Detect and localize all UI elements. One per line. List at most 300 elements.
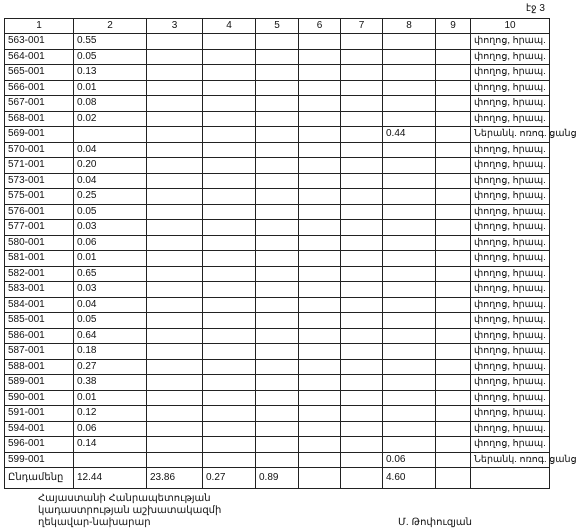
cell-col-6 [299,251,341,267]
cell-col-8 [383,220,436,236]
cell-col-6 [299,34,341,50]
cell-col-5 [256,251,299,267]
cell-col-9 [436,220,471,236]
cell-col-1: 590-001 [5,390,74,406]
cell-col-8 [383,34,436,50]
cell-col-6 [299,127,341,143]
cell-col-2: 0.01 [74,251,147,267]
cell-col-10: փողոց, հրապ. [471,251,550,267]
table-row [5,49,550,65]
cell-col-6 [299,437,341,453]
cell-col-2: 0.03 [74,220,147,236]
cell-col-5 [256,127,299,143]
cell-col-3 [147,344,203,360]
cell-col-5 [256,437,299,453]
cell-col-1: 567-001 [5,96,74,112]
table-row [5,406,550,422]
cell-col-1: 575-001 [5,189,74,205]
total-col-8: 4.60 [383,468,436,489]
cell-col-5 [256,421,299,437]
cell-col-2: 0.64 [74,328,147,344]
total-col-3: 23.86 [147,468,203,489]
cell-col-2: 0.05 [74,313,147,329]
cell-col-2: 0.06 [74,421,147,437]
cell-col-8 [383,297,436,313]
column-header-10: 10 [471,19,550,34]
cell-col-5 [256,359,299,375]
table-row [5,437,550,453]
table-row [5,204,550,220]
cell-col-10: փողոց, հրապ. [471,111,550,127]
cell-col-5 [256,344,299,360]
page-number: էջ 3 [525,3,545,14]
cell-col-5 [256,220,299,236]
cell-col-1: 586-001 [5,328,74,344]
cell-col-6 [299,189,341,205]
cell-col-5 [256,282,299,298]
column-header-8: 8 [383,19,436,34]
cell-col-10: փողոց, հրապ. [471,406,550,422]
cell-col-7 [341,111,383,127]
cell-col-2: 0.12 [74,406,147,422]
cell-col-3 [147,127,203,143]
cell-col-3 [147,297,203,313]
cell-col-7 [341,421,383,437]
cell-col-8: 0.06 [383,452,436,468]
cell-col-4 [203,328,256,344]
cell-col-6 [299,266,341,282]
cell-col-5 [256,173,299,189]
cell-col-7 [341,390,383,406]
cell-col-10: փողոց, հրապ. [471,96,550,112]
table-row [5,344,550,360]
cell-col-9 [436,282,471,298]
cell-col-2: 0.05 [74,49,147,65]
cell-col-9 [436,421,471,437]
cell-col-4 [203,390,256,406]
cell-col-4 [203,266,256,282]
cell-col-5 [256,297,299,313]
cell-col-1: 587-001 [5,344,74,360]
cell-col-3 [147,406,203,422]
cell-col-2: 0.65 [74,266,147,282]
cell-col-7 [341,220,383,236]
table-row [5,142,550,158]
cell-col-2 [74,452,147,468]
cell-col-1: 564-001 [5,49,74,65]
cell-col-4 [203,359,256,375]
cell-col-4 [203,158,256,174]
cell-col-1: 594-001 [5,421,74,437]
cell-col-5 [256,34,299,50]
cell-col-9 [436,266,471,282]
cell-col-7 [341,204,383,220]
cell-col-9 [436,204,471,220]
cell-col-3 [147,220,203,236]
total-col-6 [299,468,341,489]
cell-col-10: փողոց, հրապ. [471,297,550,313]
cell-col-8 [383,390,436,406]
cell-col-9 [436,297,471,313]
cell-col-1: 565-001 [5,65,74,81]
cell-col-4 [203,220,256,236]
table-row [5,452,550,468]
cell-col-9 [436,437,471,453]
cell-col-2: 0.01 [74,390,147,406]
cell-col-5 [256,235,299,251]
cell-col-4 [203,251,256,267]
signature-line-2: կադաստրության աշխատակազմի [38,505,222,516]
cell-col-3 [147,111,203,127]
cell-col-8 [383,282,436,298]
cell-col-5 [256,375,299,391]
cell-col-7 [341,65,383,81]
cell-col-9 [436,189,471,205]
table-row [5,127,550,143]
table-row [5,375,550,391]
cell-col-10: փողոց, հրապ. [471,189,550,205]
cell-col-8 [383,173,436,189]
cell-col-5 [256,142,299,158]
cell-col-6 [299,421,341,437]
cell-col-10: փողոց, հրապ. [471,142,550,158]
cell-col-6 [299,204,341,220]
cell-col-8 [383,80,436,96]
cell-col-6 [299,235,341,251]
cell-col-3 [147,421,203,437]
cell-col-2: 0.01 [74,80,147,96]
cell-col-3 [147,328,203,344]
cell-col-10: փողոց, հրապ. [471,437,550,453]
cell-col-10: փողոց, հրապ. [471,375,550,391]
cell-col-4 [203,65,256,81]
total-col-9 [436,468,471,489]
land-register-table [4,18,577,489]
cell-col-7 [341,251,383,267]
cell-col-6 [299,111,341,127]
cell-col-5 [256,80,299,96]
cell-col-10: փողոց, հրապ. [471,220,550,236]
cell-col-6 [299,328,341,344]
signature-line-1: Հայաստանի Հանրապետության [38,493,211,504]
cell-col-8: 0.44 [383,127,436,143]
cell-col-10: փողոց, հրապ. [471,235,550,251]
cell-col-5 [256,266,299,282]
cell-col-9 [436,375,471,391]
cell-col-5 [256,96,299,112]
table-row [5,173,550,189]
cell-col-9 [436,235,471,251]
column-header-4: 4 [203,19,256,34]
cell-col-8 [383,96,436,112]
cell-col-1: 566-001 [5,80,74,96]
cell-col-5 [256,189,299,205]
cell-col-2: 0.27 [74,359,147,375]
cell-col-2: 0.04 [74,173,147,189]
cell-col-3 [147,189,203,205]
cell-col-1: 585-001 [5,313,74,329]
cell-col-10: փողոց, հրապ. [471,173,550,189]
cell-col-7 [341,406,383,422]
cell-col-6 [299,158,341,174]
cell-col-5 [256,204,299,220]
cell-col-5 [256,452,299,468]
cell-col-10: փողոց, հրապ. [471,204,550,220]
cell-col-3 [147,80,203,96]
total-col-10 [471,468,550,489]
cell-col-9 [436,127,471,143]
cell-col-3 [147,313,203,329]
cell-col-4 [203,437,256,453]
cell-col-4 [203,127,256,143]
cell-col-5 [256,390,299,406]
table-row [5,297,550,313]
table-row [5,266,550,282]
cell-col-5 [256,158,299,174]
cell-col-10: Ներանկ. ոռոգ. ցանց [471,452,550,468]
cell-col-4 [203,344,256,360]
cell-col-3 [147,452,203,468]
cell-col-8 [383,344,436,360]
column-header-row [5,19,550,34]
total-col-5: 0.89 [256,468,299,489]
cell-col-3 [147,266,203,282]
cell-col-7 [341,34,383,50]
cell-col-8 [383,111,436,127]
cell-col-1: 596-001 [5,437,74,453]
cell-col-7 [341,266,383,282]
cell-col-9 [436,142,471,158]
table-row [5,65,550,81]
cell-col-7 [341,437,383,453]
cell-col-1: 591-001 [5,406,74,422]
cell-col-4 [203,375,256,391]
cell-col-5 [256,406,299,422]
cell-col-9 [436,406,471,422]
column-header-6: 6 [299,19,341,34]
cell-col-10: փողոց, հրապ. [471,65,550,81]
cell-col-8 [383,359,436,375]
total-col-7 [341,468,383,489]
cell-col-3 [147,49,203,65]
cell-col-10: փողոց, հրապ. [471,49,550,65]
cell-col-1: 573-001 [5,173,74,189]
cell-col-1: 563-001 [5,34,74,50]
cell-col-10: փողոց, հրապ. [471,421,550,437]
table-row [5,359,550,375]
cell-col-6 [299,313,341,329]
cell-col-4 [203,235,256,251]
cell-col-5 [256,313,299,329]
table-row [5,251,550,267]
cell-col-7 [341,282,383,298]
total-row [5,468,550,489]
total-label: Ընդամենը [5,468,74,489]
cell-col-3 [147,390,203,406]
cell-col-9 [436,452,471,468]
cell-col-7 [341,80,383,96]
cell-col-3 [147,65,203,81]
cell-col-8 [383,49,436,65]
cell-col-3 [147,437,203,453]
cell-col-5 [256,49,299,65]
cell-col-9 [436,49,471,65]
cell-col-1: 582-001 [5,266,74,282]
cell-col-10: փողոց, հրապ. [471,344,550,360]
cell-col-7 [341,127,383,143]
cell-col-9 [436,158,471,174]
cell-col-2: 0.06 [74,235,147,251]
cell-col-3 [147,96,203,112]
cell-col-1: 570-001 [5,142,74,158]
cell-col-8 [383,328,436,344]
cell-col-2: 0.08 [74,96,147,112]
cell-col-4 [203,96,256,112]
cell-col-2: 0.04 [74,142,147,158]
cell-col-3 [147,158,203,174]
cell-col-4 [203,282,256,298]
table-row [5,80,550,96]
cell-col-3 [147,235,203,251]
cell-col-6 [299,452,341,468]
cell-col-7 [341,49,383,65]
cell-col-9 [436,65,471,81]
cell-col-4 [203,49,256,65]
cell-col-10: փողոց, հրապ. [471,80,550,96]
cell-col-2: 0.13 [74,65,147,81]
cell-col-8 [383,375,436,391]
column-header-5: 5 [256,19,299,34]
cell-col-6 [299,390,341,406]
cell-col-9 [436,313,471,329]
cell-col-2: 0.25 [74,189,147,205]
cell-col-1: 589-001 [5,375,74,391]
cell-col-7 [341,158,383,174]
cell-col-9 [436,328,471,344]
cell-col-6 [299,282,341,298]
table-row [5,421,550,437]
signature-title [38,493,221,529]
cell-col-2: 0.14 [74,437,147,453]
cell-col-9 [436,344,471,360]
table-row [5,328,550,344]
cell-col-6 [299,344,341,360]
column-header-2: 2 [74,19,147,34]
cell-col-10: փողոց, հրապ. [471,34,550,50]
cell-col-8 [383,235,436,251]
cell-col-9 [436,80,471,96]
cell-col-1: 583-001 [5,282,74,298]
cell-col-10: Ներանկ. ոռոգ. ցանց [471,127,550,143]
cell-col-8 [383,204,436,220]
cell-col-2: 0.03 [74,282,147,298]
table-row [5,235,550,251]
cell-col-8 [383,266,436,282]
cell-col-6 [299,80,341,96]
cell-col-4 [203,406,256,422]
table-row [5,390,550,406]
cell-col-3 [147,375,203,391]
cell-col-6 [299,173,341,189]
table-row [5,189,550,205]
cell-col-8 [383,189,436,205]
signatory-name: Մ. Թոփուզյան [398,517,472,528]
cell-col-10: փողոց, հրապ. [471,266,550,282]
cell-col-3 [147,204,203,220]
table-row [5,96,550,112]
cell-col-10: փողոց, հրապ. [471,328,550,344]
column-header-7: 7 [341,19,383,34]
table-row [5,282,550,298]
cell-col-6 [299,65,341,81]
cell-col-2: 0.05 [74,204,147,220]
cell-col-7 [341,359,383,375]
cell-col-1: 576-001 [5,204,74,220]
table-row [5,158,550,174]
cell-col-4 [203,421,256,437]
cell-col-7 [341,235,383,251]
column-header-9: 9 [436,19,471,34]
column-header-3: 3 [147,19,203,34]
cell-col-10: փողոց, հրապ. [471,282,550,298]
cell-col-8 [383,251,436,267]
cell-col-3 [147,359,203,375]
table-row [5,34,550,50]
cell-col-6 [299,297,341,313]
cell-col-2: 0.38 [74,375,147,391]
cell-col-6 [299,96,341,112]
cell-col-6 [299,142,341,158]
cell-col-8 [383,421,436,437]
cell-col-7 [341,452,383,468]
cell-col-4 [203,313,256,329]
cell-col-5 [256,111,299,127]
cell-col-8 [383,65,436,81]
cell-col-6 [299,49,341,65]
cell-col-9 [436,359,471,375]
cell-col-8 [383,313,436,329]
cell-col-2 [74,127,147,143]
cell-col-6 [299,375,341,391]
cell-col-7 [341,375,383,391]
cell-col-2: 0.04 [74,297,147,313]
cell-col-6 [299,359,341,375]
cell-col-2: 0.02 [74,111,147,127]
cell-col-4 [203,173,256,189]
cell-col-9 [436,34,471,50]
column-header-1: 1 [5,19,74,34]
signature-line-3: ղեկավար-նախարար [38,517,151,528]
cell-col-1: 588-001 [5,359,74,375]
cell-col-4 [203,80,256,96]
cell-col-2: 0.55 [74,34,147,50]
cell-col-1: 568-001 [5,111,74,127]
cell-col-7 [341,313,383,329]
cell-col-2: 0.18 [74,344,147,360]
cell-col-7 [341,189,383,205]
cell-col-1: 571-001 [5,158,74,174]
cell-col-3 [147,282,203,298]
cell-col-3 [147,34,203,50]
table-row [5,220,550,236]
cell-col-9 [436,251,471,267]
cell-col-9 [436,173,471,189]
cell-col-10: փողոց, հրապ. [471,158,550,174]
table-row [5,111,550,127]
cell-col-5 [256,65,299,81]
cell-col-7 [341,173,383,189]
cell-col-5 [256,328,299,344]
